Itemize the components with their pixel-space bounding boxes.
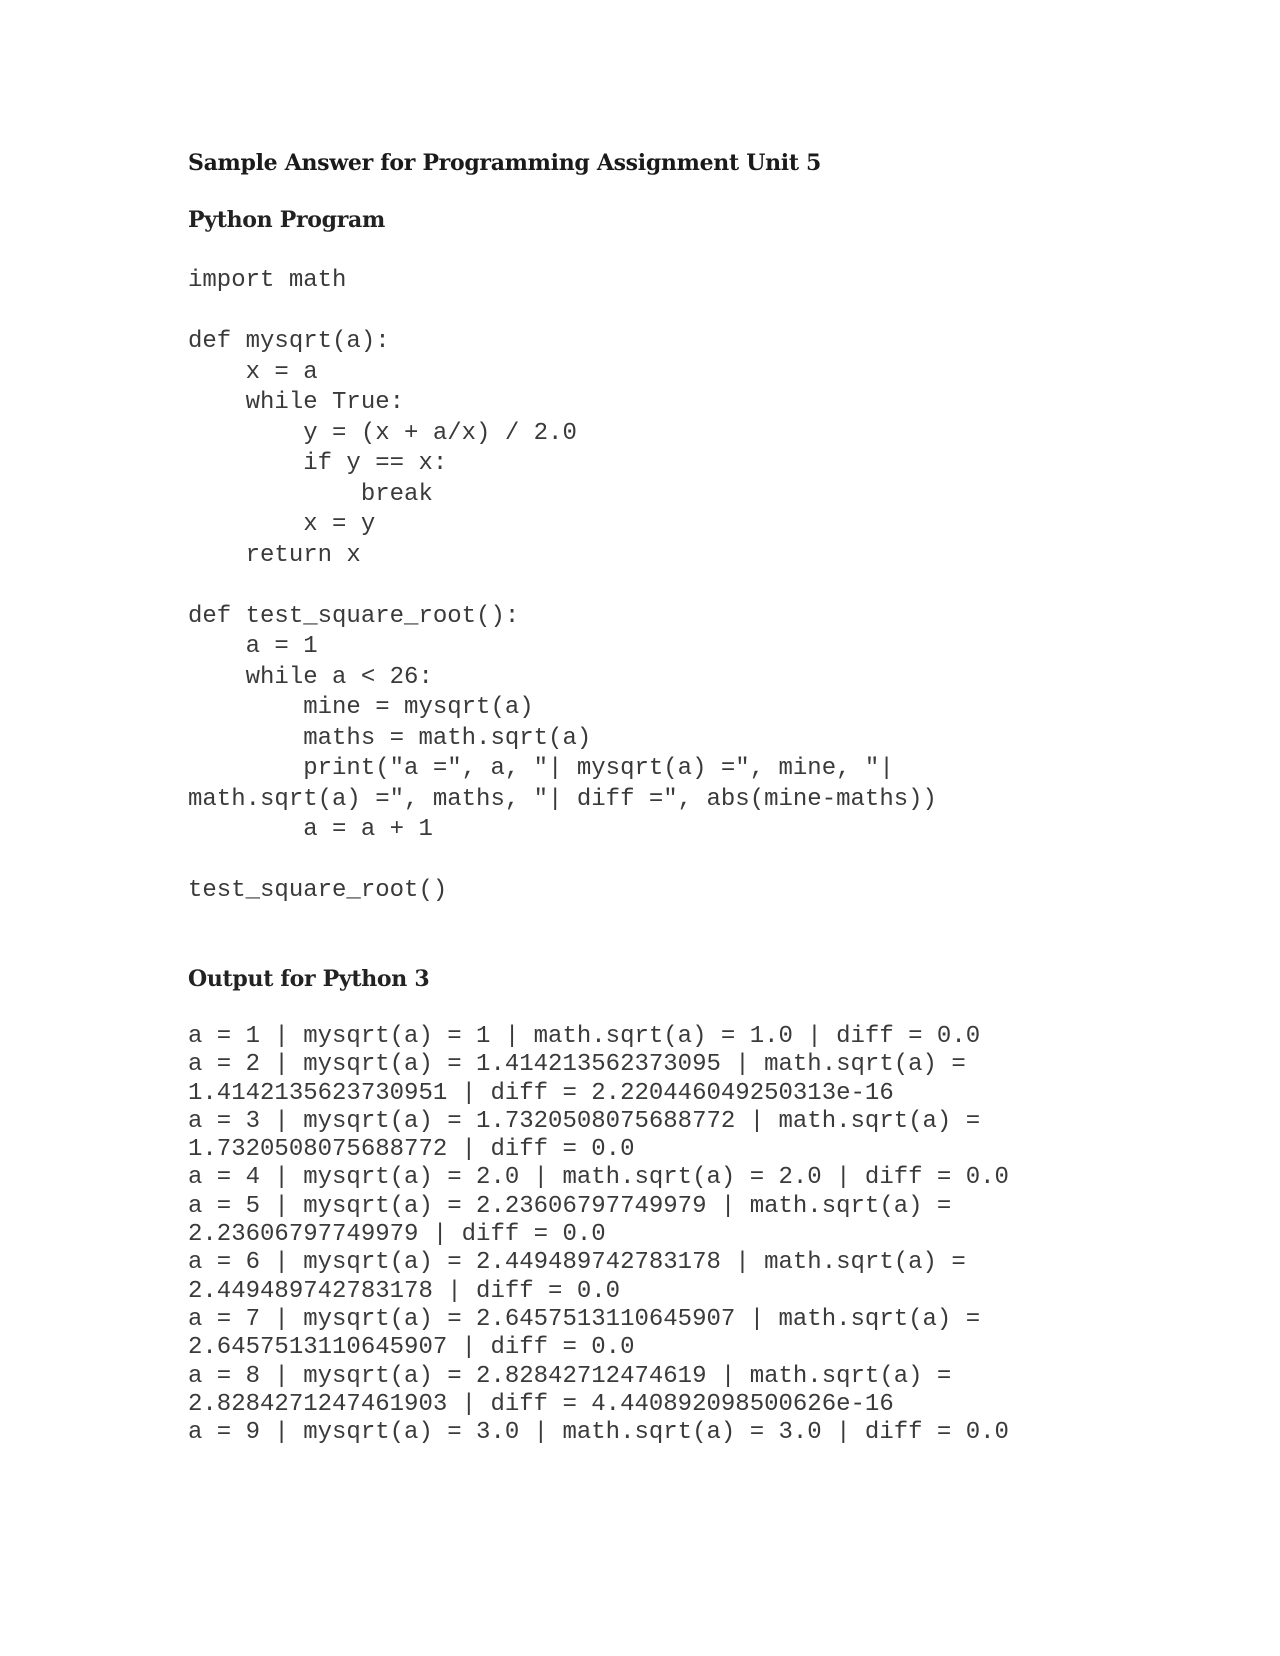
code-line: a = 1 <box>188 633 318 660</box>
code-line: math.sqrt(a) =", maths, "| diff =", abs(mine-maths)) <box>188 785 937 813</box>
code-line <box>188 846 937 877</box>
document-title: Sample Answer for Programming Assignment Unit 5 <box>188 150 822 176</box>
output-block <box>188 1023 1009 1447</box>
code-line: return x <box>188 541 361 569</box>
code-line: test_square_root() <box>188 877 448 904</box>
output-line: 2.449489742783178 | diff = 0.0 <box>188 1277 621 1305</box>
code-line: mine = mysqrt(a) <box>188 694 534 721</box>
output-line: 1.4142135623730951 | diff = 2.220446049250313e-16 <box>188 1079 894 1107</box>
code-line: import math <box>188 267 347 294</box>
code-line: while True: <box>188 389 405 416</box>
output-line: a = 3 | mysqrt(a) = 1.7320508075688772 | math.sqrt(a) = <box>188 1107 981 1135</box>
output-line: a = 7 | mysqrt(a) = 2.6457513110645907 | math.sqrt(a) = <box>188 1305 981 1333</box>
code-line: if y == x: <box>188 450 448 477</box>
code-line: x = a <box>188 358 318 386</box>
code-line: break <box>188 480 433 508</box>
output-line: a = 1 | mysqrt(a) = 1 | math.sqrt(a) = 1.0 | diff = 0.0 <box>188 1023 981 1050</box>
output-line: 1.7320508075688772 | diff = 0.0 <box>188 1136 635 1164</box>
output-line: a = 6 | mysqrt(a) = 2.449489742783178 | math.sqrt(a) = <box>188 1249 966 1277</box>
code-line: def mysqrt(a): <box>188 328 390 355</box>
code-line: a = a + 1 <box>188 816 433 843</box>
code-line: y = (x + a/x) / 2.0 <box>188 419 577 447</box>
code-line <box>188 297 937 328</box>
code-line: maths = math.sqrt(a) <box>188 724 592 752</box>
code-line <box>188 571 937 602</box>
code-block <box>188 266 937 907</box>
output-line: 2.8284271247461903 | diff = 4.440892098500626e-16 <box>188 1390 894 1418</box>
output-line: 2.23606797749979 | diff = 0.0 <box>188 1221 606 1249</box>
output-line: a = 5 | mysqrt(a) = 2.23606797749979 | math.sqrt(a) = <box>188 1192 952 1220</box>
output-line: 2.6457513110645907 | diff = 0.0 <box>188 1334 635 1362</box>
output-line: a = 4 | mysqrt(a) = 2.0 | math.sqrt(a) = 2.0 | diff = 0.0 <box>188 1164 1009 1192</box>
program-heading: Python Program <box>188 207 385 233</box>
code-line: x = y <box>188 511 376 538</box>
code-line: def test_square_root(): <box>188 602 520 630</box>
code-line: print("a =", a, "| mysqrt(a) =", mine, "| <box>188 755 894 782</box>
output-line: a = 9 | mysqrt(a) = 3.0 | math.sqrt(a) = 3.0 | diff = 0.0 <box>188 1419 1009 1447</box>
output-line: a = 8 | mysqrt(a) = 2.82842712474619 | math.sqrt(a) = <box>188 1362 952 1390</box>
code-line: while a < 26: <box>188 663 433 691</box>
output-heading: Output for Python 3 <box>188 966 430 992</box>
output-line: a = 2 | mysqrt(a) = 1.414213562373095 | math.sqrt(a) = <box>188 1051 966 1079</box>
